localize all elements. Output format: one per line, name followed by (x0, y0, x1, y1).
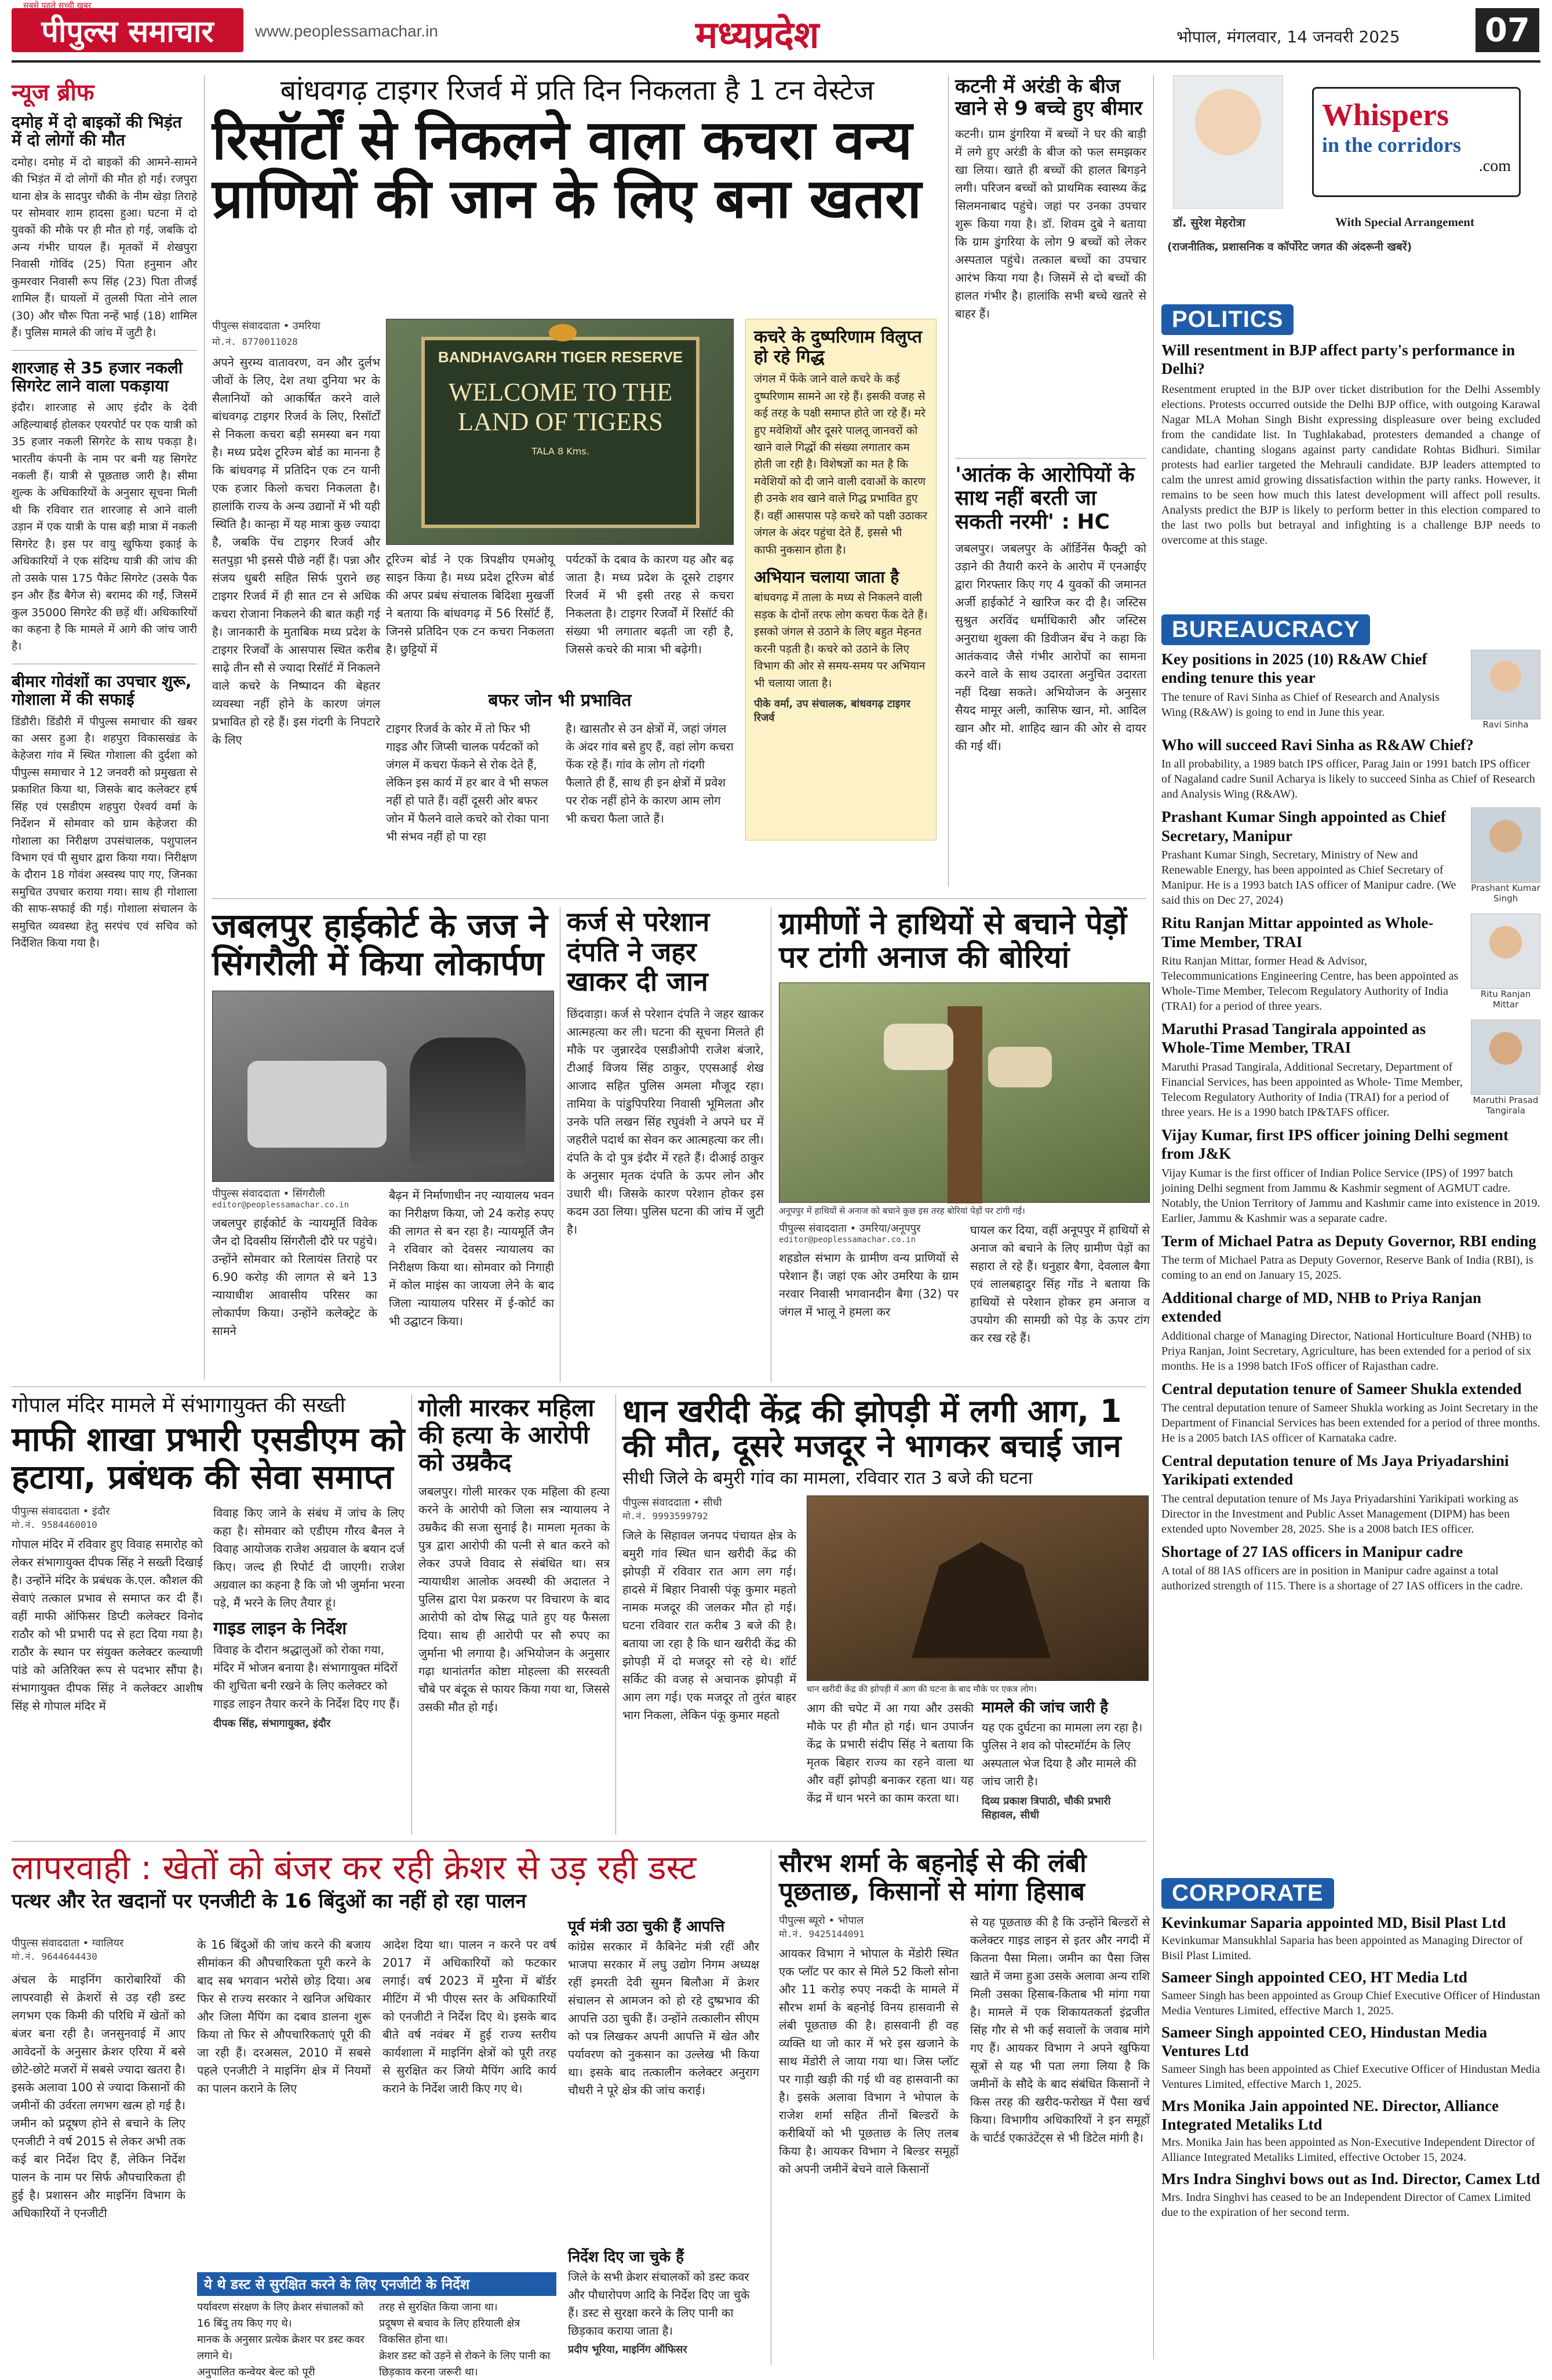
debt-story (567, 907, 764, 1382)
brief-item-1[interactable] (12, 113, 197, 342)
ngt-guidelines (197, 2272, 556, 2378)
guideline-item: मानक के अनुसार प्रत्येक क्रेशर पर डस्ट कवर लगाने थे। (197, 2333, 365, 2362)
guidelines-title: ये थे डस्ट से सुरक्षित करने के लिए एनजीटी के निर्देश (197, 2272, 556, 2296)
dust-col-1: अंचल के माइनिंग कारोबारियों की लापरवाही से क्रेशरों से उड़ रही डस्ट लगभग एक किमी की परिधि में खेतों को बंजर बना रही है। जनसुनवाई में आए आवेदनों के अनुसार क्रेशर एरिया में बसे छोटे-छोटे मजरों में सबसे ज्यादा खतरा है। इसके अलावा 100 से ज्यादा किसानों की जमीनों की उर्वरता लगभग खत्म हो गई है। जमीन को प्रदूषण होने से बचाने के लिए एनजीटी ने वर्ष 2015 से लेकर अभी तक कई बार निर्देश दिए हैं, लेकिन निर्देश पालन के नाम पर सिर्फ औपचारिकता ही हुई है। प्रशासन और माइनिंग विभाग के अधिकारियों ने एनजीटी (12, 1973, 185, 2220)
item-text: The term of Michael Patra as Deputy Governor, Reserve Bank of India (RBI), is coming to an end on January 15, 2025. (1161, 1253, 1533, 1282)
divider (12, 350, 197, 351)
divider (12, 1841, 1146, 1842)
dust-complaint (568, 1919, 759, 2099)
item-heading: Shortage of 27 IAS officers in Manipur cadre (1161, 1542, 1463, 1560)
masthead-logo[interactable] (12, 8, 243, 52)
item-heading: Additional charge of MD, NHB to Priya Ranjan extended (1161, 1289, 1481, 1326)
item-text: Additional charge of Managing Director, National Horticulture Board (NHB) to Priya Ranjan, Joint Secretary, Agriculture, has been extended for a period of six months. He is a 1998 batch IFoS officer of Rajasthan cadre. (1161, 1329, 1532, 1373)
column-rule (411, 1394, 412, 1835)
item-text: The central deputation tenure of Sameer Shukla working as Joint Secretary in the Department of Financial Services has been extended for a period of three months. He is a 2005 batch IAS officer of Karnataka cadre. (1161, 1402, 1540, 1445)
bureaucracy-item[interactable] (1161, 1542, 1540, 1593)
item-text: The central deputation tenure of Ms Jaya Priyadarshini Yarikipati working as Director in the Investment and Public Asset Management (DIPM) has been extended upto November 28, 2025. She is a 2008 batch IES officer. (1161, 1492, 1518, 1535)
brief-item-2[interactable] (12, 359, 197, 656)
corporate-item[interactable] (1161, 2097, 1540, 2166)
brief-item-3[interactable] (12, 672, 197, 952)
lead-col-3: पर्यटकों के दबाव के कारण यह और बढ़ जाता है। मध्य प्रदेश के दूसरे टाइगर रिजर्व में भी इसी तरह से कचरा निकलता है। टाइगर रिजर्वों में रिसॉर्ट की संख्या भी लगातार बढ़ती जा रही है, जिससे कचरे की मात्रा भी बढ़ेगी। (566, 552, 734, 656)
saurabh-headline[interactable]: सौरभ शर्मा के बहनोई से की लंबी पूछताछ, किसानों से मांगा हिसाब (779, 1848, 1087, 1907)
item-text: Mrs. Indra Singhvi has ceased to be an Independent Director of Camex Limited due to the expiration of her second term. (1161, 2190, 1531, 2219)
bureaucracy-item[interactable] (1161, 736, 1540, 802)
guideline-item: प्रदूषण से बचाव के लिए हरियाली क्षेत्र विकसित होना था। (379, 2317, 520, 2346)
item-text: Sameer Singh has been appointed as Group Chief Executive Officer of Hindustan Media Ventures Limited, effective March 1, 2025. (1161, 1989, 1540, 2017)
item-text: Ritu Ranjan Mittar, former Head & Advisor, Telecommunications Engineering Centre, has been appointed as Whole-Time Member, Telecom Regulatory Authority of India (TRAI) for a period of three years. (1161, 954, 1459, 1013)
bureaucracy-item[interactable] (1161, 1451, 1540, 1537)
tiger-emblem-icon (549, 324, 577, 341)
dust-byline-block (12, 1936, 185, 1963)
orders-by: प्रदीप भूरिया, माइनिंग ऑफिसर (568, 2343, 687, 2356)
brief-title: बीमार गोवंशों का उपचार शुरू, गोशाला में की सफाई (12, 671, 192, 709)
castor-title: कटनी में अरंडी के बीज खाने से 9 बच्चे हुए बीमार (955, 75, 1143, 121)
news-brief (12, 75, 197, 1380)
people-shape-icon (410, 1038, 526, 1165)
item-heading: Term of Michael Patra as Deputy Governor, RBI ending (1161, 1232, 1536, 1250)
item-heading: Sameer Singh appointed CEO, HT Media Ltd (1161, 1968, 1467, 1986)
item-text: Maruthi Prasad Tangirala, Additional Secretary, Department of Financial Services, has been appointed as Whole- Time Member, Telecom Regulatory Authority of India (TRAI) for a period of three years. He is a 1990 batch IP&TAFS officer. (1161, 1060, 1463, 1119)
column-rule (615, 1394, 616, 1835)
brief-body: इंदौर। शारजाह से आए इंदौर के देवी अहिल्याबाई होलकर एयरपोर्ट पर एक यात्री को 35 हजार नकली सिगरेट के साथ पकड़ा है। भारतीय कंपनी के नाम पर बनी यह सिगरेट नकली हैं। यात्री से पूछताछ जारी है। सीमा शुल्क के अधिकारियों के अनुसार सूचना मिली थी कि रविवार रात शारजाह से आने वाली उड़ान में एक यात्री के पास बड़ी मात्रा में नकली सिगरेट है। इस पर वायु खुफिया इकाई के अधिकारियों ने एक संदिग्ध यात्री की जांच की तो उसके पास 175 पैकेट सिगरेट (उसके पैक इन और हैंड बैगेज से) बरामद की गईं, जिसमें कुल 35000 सिगरेट की छड़ें थीं। अधिकारियों का कहना है कि मामले में आगे की जांच जारी है। (12, 401, 197, 653)
item-heading: Central deputation tenure of Ms Jaya Priyadarshini Yarikipati extended (1161, 1452, 1509, 1489)
item-text: Kevinkumar Mansukhlal Saparia has been appointed as Managing Director of Bisil Plast Limited. (1161, 1934, 1523, 1963)
officer-photo (1471, 807, 1540, 883)
dust-story (12, 1848, 765, 2378)
fire-story (622, 1394, 1150, 1835)
elephant-story (779, 907, 1150, 1382)
saurabh-col-1: आयकर विभाग ने भोपाल के मेंडोरी स्थित एक प्लॉट पर कार से मिले 52 किलो सोना और 11 करोड़ रुपए नकदी के मामले में सौरभ शर्मा के बहनोई विनय हासवानी से लंबी पूछताछ की है। हासवानी ही वह व्यक्ति था जो कार में भरे इस खजाने के साथ मेंडोरी ले जाया गया था। जिस प्लॉट पर गाड़ी खड़ी की गई थी वह हासवानी का है। इसके अलावा विभाग ने भोपाल के राजेश शर्मा सहित तीनों बिल्डरों के करीबियों को भी पूछताछ के लिए तलब किया है। आयकर विभाग ने बिल्डर समूहों को अपनी जमीनें बेचने वाले किसानों (779, 1946, 959, 2176)
guideline-body: विवाह के दौरान श्रद्धालुओं को रोका गया, मंदिर में भोजन बनाया है। संभागायुक्त मंदिरों की शुचिता बनी रखने के लिए कलेक्टर को गाइड लाइन तैयार करने के निर्देश दिए गए हैं। (213, 1642, 400, 1711)
tiger-reserve-photo[interactable] (386, 319, 734, 545)
column-rule (948, 75, 949, 887)
dust-headline[interactable]: लापरवाही : खेतों को बंजर कर रही क्रेशर से उड़ रही डस्ट (12, 1848, 697, 1887)
divider (12, 1386, 1146, 1387)
elephant-byline: पीपुल्स संवाददाता • उमरिया/अनूपपुर (779, 1222, 921, 1235)
item-text: Vijay Kumar is the first officer of Indian Police Service (IPS) of 1997 batch joining Delhi segment from Jammu & Kashmir segment of AGMUT cadre. Notably, the Union Territory of Jammu and Kashmir came into existence in 2019. Earlier, Jammu & Kashmir was a separate cadre. (1161, 1166, 1540, 1225)
jabalpur-email[interactable]: editor@peoplessamachar.co.in (212, 1200, 349, 1210)
item-text: Mrs. Monika Jain has been appointed as Non-Executive Independent Director of Alliance Integrated Metaliks Limited, effective October 15, 2024. (1161, 2136, 1535, 2164)
vulture-box (745, 319, 937, 840)
corporate-item[interactable] (1161, 2170, 1540, 2219)
guideline-item: तरह से सुरक्षित किया जाना था। (379, 2301, 498, 2313)
politics-section (1161, 304, 1540, 583)
item-heading: Prashant Kumar Singh appointed as Chief Secretary, Manipur (1161, 808, 1446, 845)
corporate-item[interactable] (1161, 2023, 1540, 2092)
murder-story (418, 1394, 610, 1835)
item-heading: Maruthi Prasad Tangirala appointed as Whole-Time Member, TRAI (1161, 1020, 1426, 1057)
photo-caption: Ritu Ranjan Mittar (1480, 989, 1531, 1010)
sdm-mobile: मो.नं. 9584460010 (12, 1519, 97, 1531)
complaint-body: कांग्रेस सरकार में कैबिनेट मंत्री रहीं और भाजपा सरकार में लघु उद्योग निगम अध्यक्ष रहीं इमरती देवी सुमन बिलौआ में क्रेशर संचालन से आमजन को हो रहे दुष्प्रभाव की आपत्ति उठा चुकी हैं। उन्होंने तत्कालीन सीएम को पत्र लिखकर अपनी आपत्ति में खेत और पर्यावरण को नुकसान का उल्लेख भी किया था। इसके बाद तत्कालीन कलेक्टर अनुराग चौधरी ने पूरे क्षेत्र की जांच कराई। (568, 1939, 759, 2098)
dust-byline: पीपुल्स संवाददाता • ग्वालियर (12, 1937, 124, 1949)
saurabh-col-2: से यह पूछताछ की है कि उन्होंने बिल्डरों से कलेक्टर गाइड लाइन से इतर और नगदी में कितना पैसा मिला। जमीन का पैसा जिस खाते में जमा हुआ उसके अलावा अन्य राशि मिली उसका हिसाब-किताब भी मांगा गया है। मामले में एक शिकायतकर्ता इंद्रजीत सिंह गौर से भी कई सवालों के जवाब मांगे गए हैं। आयकर विभाग ने अपने खुफिया सूत्रों से यह भी पता लगा लिया है कि जमीनों के सौदे के बाद संबंधित किसानों ने किस तरह की खरीद-फरोख्त में पैसा खर्च किया। विभागीय अधिकारियों ने इन समूहों के चार्टर्ड एकाउंटेंट्स से भी डिटेल मांगी है। (970, 1915, 1150, 2145)
sign-distance: TALA 8 Kms. (531, 446, 589, 457)
sdm-col-1: गोपाल मंदिर में रविवार हुए विवाह समारोह को लेकर संभागायुक्त दीपक सिंह ने सख्ती दिखाई है। उन्होंने मंदिर के प्रबंधक के.एल. कौशल की सेवाएं तत्काल प्रभाव से समाप्त कर दी हैं। वहीं माफी ऑफिसर डिप्टी कलेक्टर विनोद राठौर को भी प्रभारी पद से हटा दिया गया है। राठौर के स्थान पर संयुक्त कलेक्टर कल्याणी पांडे को अतिरिक्त रूप से पदभार सौंपा है। संभागायुक्त दीपक सिंह ने कलेक्टर आशीष सिंह से गोपाल मंदिर में (12, 1537, 203, 1713)
item-text: Prashant Kumar Singh, Secretary, Ministry of New and Renewable Energy, has been appointed as Chief Secretary of Manipur. He is a 1993 batch IAS officer of Manipur cadre. (We said this on Dec 27, 2024) (1161, 849, 1456, 907)
sdm-byline: पीपुल्स संवाददाता • इंदौर (12, 1505, 110, 1518)
fire-col-1: जिले के सिहावल जनपद पंचायत क्षेत्र के बमुरी गांव स्थित धान खरीदी केंद्र की झोपड़ी में रविवार रात आग लग गई। हादसे में बिहार निवासी पंकू कुमार महतो नामक मजदूर की जलकर मौत हो गई। घटना रविवार रात करीब 3 बजे की है। बताया जा रहा है कि धान खरीदी केंद्र की झोपड़ी में दो मजदूर सो रहे थे। शॉर्ट सर्किट की वजह से अचानक झोपड़ी में आग लग गई। एक मजदूर तो तुरंत बाहर भाग निकला, लेकिन पंकू कुमार महतो (622, 1528, 796, 1722)
guidelines-list-1 (197, 2299, 371, 2380)
corporate-section (1161, 1878, 1540, 2365)
murder-headline[interactable]: गोली मारकर महिला की हत्या के आरोपी को उम्रकैद (418, 1393, 595, 1477)
dust-orders (568, 2249, 759, 2356)
guideline-item: अनुपालित कन्वेयर बेल्ट को पूरी (197, 2366, 315, 2378)
debt-body: छिंदवाड़ा। कर्ज से परेशान दंपति ने जहर खाकर आत्महत्या कर ली। घटना की सूचना मिलते ही मौके पर जुन्नारदेव एसडीओपी राजेश बंजारे, टीआई विजय सिंह ठाकुर, एएसआई शेख आजाद सहित पुलिस अमला मौजूद रहा। तामिया के पांडुपिपरिया निवासी भूमिलता और उनके पति लखन सिंह रघुवंशी ने अपने घर में जहरीले पदार्थ का सेवन कर आत्महत्या कर ली। दंपति के दो पुत्र इंदौर में रहते हैं। दीआई ठाकुर के अनुसार मृतक दंपति के ऊपर लोन और उधारी थी। जिसके कारण परेशान होकर इस कदम उठा लिया। पुलिस घटना की जांच में जुटी है। (567, 1006, 764, 1236)
item-text: The tenure of Ravi Sinha as Chief of Research and Analysis Wing (R&AW) is going to end in June this year. (1161, 690, 1440, 719)
item-heading: Central deputation tenure of Sameer Shukla extended (1161, 1380, 1522, 1398)
photo-caption: Prashant Kumar Singh (1471, 883, 1540, 904)
whispers-logo-title: Whispers (1322, 97, 1449, 132)
whispers-logo-sub: in the corridors (1322, 133, 1461, 157)
item-heading: Kevinkumar Saparia appointed MD, Bisil Plast Ltd (1161, 1914, 1506, 1931)
campaign-title: अभियान चलाया जाता है (754, 567, 899, 587)
probe-by: दिव्य प्रकाश त्रिपाठी, चौकी प्रभारी सिहावल, सीधी (982, 1795, 1111, 1821)
divider (212, 898, 1146, 899)
whispers-tagline: (राजनीतिक, प्रशासनिक व कॉर्पोरेट जगत की अंदरूनी खबरें) (1167, 241, 1412, 253)
sdm-story (12, 1394, 406, 1835)
photo-caption: Ravi Sinha (1482, 719, 1529, 730)
car-shape-icon (247, 1061, 387, 1148)
probe-body: यह एक दुर्घटना का मामला लग रहा है। पुलिस ने शव को पोस्टमॉर्टम के लिए अस्पताल भेज दिया है और मामले की जांच जारी है। (982, 1720, 1143, 1788)
sign-board (421, 337, 700, 528)
jabalpur-byline: पीपुल्स संवाददाता • सिंगरौली (212, 1187, 325, 1200)
elephant-email[interactable]: editor@peoplessamachar.co.in (779, 1235, 916, 1245)
dust-col-2: के 16 बिंदुओं की जांच करने की बजाय सीमांकन की औपचारिकता पूरी करने के बाद सब भगवान भरोसे छोड़ दिया। अब फिर से राज्य सरकार ने खनिज अधिकार और जिला मैपिंग का दबाव डालना शुरू किया तो फिर से औपचारिकताएं पूरी की जा रही हैं। दरअसल, 2010 में सबसे पहले एनजीटी ने माइनिंग क्षेत्र में नियमों का पालन कराने के लिए (197, 1938, 371, 2095)
guideline-item: पर्यावरण संरक्षण के लिए क्रेशर संचालकों को 16 बिंदु तय किए गए थे। (197, 2301, 363, 2330)
masthead-logo-sub: सबसे पहले सच्ची खबर (23, 1, 92, 10)
orders-title: निर्देश दिए जा चुके हैं (568, 2248, 684, 2266)
castor-story[interactable] (955, 75, 1146, 446)
sdm-col-2: विवाह किए जाने के संबंध में जांच के लिए कहा है। सोमवार को एडीएम गौरव बैनल ने विवाह आयोजक राजेश अग्रवाल के बयान दर्ज किए। जल्द ही रिपोर्ट दी जाएगी। राजेश अग्रवाल का कहना है कि जो भी जुर्माना भरना पड़े, मैं भरने के लिए तैयार हूं। (213, 1506, 405, 1610)
masthead (0, 0, 1552, 68)
sign-welcome: WELCOME TO THE LAND OF TIGERS (448, 378, 673, 436)
whispers-logo[interactable] (1312, 87, 1521, 197)
bureaucracy-item[interactable] (1161, 1020, 1540, 1120)
bureaucracy-banner: BUREAUCRACY (1161, 614, 1370, 645)
brief-body: दमोह। दमोह में दो बाइकों की आमने-सामने की भिड़ंत में दो लोगों की मौत हो गई। रजपुरा थाना क्षेत्र के सादपुर चौकी के नीम खेड़ा तिराहे पर सोमवार शाम हादसा हुआ। घटना में दो युवकों की मौके पर ही मौत हो गई, जबकि दो अन्य गंभीर घायल हैं। मृतकों में शेखपुरा निवासी गोविंद (25) पिता हनुमान और कुमरवार निवासी रूप सिंह (23) पिता तीजई शामिल हैं। घायलों में तुलसी पिता नोने लाल (30) और चौरू पिता नन्हें भाई (18) शामिल हैं। पुलिस मामले की जांच में जुटी है। (12, 155, 197, 340)
bureaucracy-item[interactable] (1161, 914, 1540, 1014)
fire-byline: पीपुल्स संवाददाता • सीधी (622, 1496, 722, 1509)
page-number: 07 (1476, 8, 1539, 52)
elephant-photo[interactable] (779, 982, 1150, 1203)
brief-title: शारजाह से 35 हजार नकली सिगरेट लाने वाला पकड़ाया (12, 358, 183, 395)
bureaucracy-item[interactable] (1161, 1126, 1540, 1226)
jabalpur-photo[interactable] (212, 991, 554, 1182)
bureaucracy-section (1161, 614, 1540, 1855)
sdm-headline[interactable]: माफी शाखा प्रभारी एसडीएम को हटाया, प्रबंधक की सेवा समाप्त (12, 1420, 405, 1497)
corporate-banner: CORPORATE (1161, 1878, 1334, 1909)
item-heading: Sameer Singh appointed CEO, Hindustan Media Ventures Ltd (1161, 2023, 1488, 2060)
photo-caption: Maruthi Prasad Tangirala (1473, 1094, 1539, 1116)
corporate-item[interactable] (1161, 1913, 1540, 1963)
item-text: Sameer Singh has been appointed as Chief Executive Officer of Hindustan Media Ventures Limited, effective March 1, 2025. (1161, 2062, 1540, 2091)
fire-mobile: मो.नं. 9993599792 (622, 1510, 708, 1522)
section-title: मध्यप्रदेश (695, 14, 819, 57)
campaign-quote-by: पीके वर्मा, उप संचालक, बांधवगढ़ टाइगर रिजर्व (754, 697, 910, 724)
masthead-url[interactable]: www.peoplessamachar.in (255, 22, 438, 40)
lead-kicker: बांधवगढ़ टाइगर रिजर्व में प्रति दिन निकलता है 1 टन वेस्टेज (280, 74, 875, 107)
fire-photo[interactable] (807, 1495, 1149, 1681)
lead-col-1: अपने सुरम्य वातावरण, वन और दुर्लभ जीवों के लिए, देश तथा दुनिया भर के सैलानियों को आकर्षित करने वाले बांधवगढ़ टाइगर रिजर्व के लिए, रिसॉर्टों से निकला कचरा बड़ी समस्या बन गया है। मध्य प्रदेश टूरिज्म बोर्ड का मानना है कि बांधवगढ़ में प्रतिदिन एक टन यानी एक हजार किलो कचरा निकलता है। हालांकि राज्य के अन्य उद्यानों में भी यही स्थिति है। कान्हा में यह मात्रा कुछ ज्यादा है, जबकि पेंच टाइगर रिजर्व और सतपुड़ा भी इससे पीछे नहीं हैं। पन्ना और संजय धुबरी सहित सिर्फ पुराने छह टाइगर रिजर्व में ही सात टन से अधिक कचरा रोजाना निकलने की बात कही गई है। जानकारी के मुताबिक मध्य प्रदेश के टाइगर रिजर्वों के आसपास स्थित करीब साढ़े तीन सौ से ज्यादा रिसॉर्ट में निकलने वाले कचरे के निष्पादन की बेहतर व्यवस्था नहीं होने के कारण जंगल प्रभावित हो रहे हैं। इस गंदगी के निपटारे के लिए (212, 355, 380, 747)
probe-title: मामले की जांच जारी है (982, 1698, 1109, 1716)
jabalpur-story (212, 907, 554, 1382)
saurabh-story (779, 1849, 1150, 2365)
fire-sub: सीधी जिले के बमुरी गांव का मामला, रविवार रात 3 बजे की घटना (622, 1468, 1033, 1489)
whispers-author: डॉ. सुरेश मेहरोत्रा (1173, 216, 1245, 230)
guideline-item: क्रेशर डस्ट को उड़ने से रोकने के लिए पानी का छिड़काव करना जरूरी था। (379, 2349, 551, 2378)
bureaucracy-item[interactable] (1161, 1232, 1540, 1283)
author-photo (1173, 75, 1283, 209)
item-text: In all probability, a 1989 batch IPS officer, Parag Jain or 1991 batch IPS officer of Nagaland cadre Sunil Acharya is likely to succeed Sinha as Chief of Research and Analysis Wing (R&AW). (1161, 758, 1535, 801)
lead-byline: पीपुल्स संवाददाता • उमरिया (212, 320, 320, 332)
officer-photo (1471, 650, 1540, 719)
officer-photo (1471, 1020, 1540, 1095)
whispers-arrangement: With Special Arrangement (1335, 215, 1474, 229)
vulture-body: जंगल में फेंके जाने वाले कचरे के कई दुष्परिणाम सामने आ रहे हैं। इसकी वजह से कई तरह के पक्षी समाप्त होते जा रहे हैं। मरे हुए मवेशियों और दूसरे पालतू जानवरों को खाने वाले गिद्धों की संख्या लगातार कम होती जा रही है। विशेषज्ञों का मत है कि मवेशियों को दी जाने वाली दवाओं के कारण ही उनके शव खाने वाले गिद्ध प्रभावित हुए हैं। वहीं आसपास पड़े कचरे को पक्षी उठाकर जंगल के अंदर पहुंचा देते हैं, इससे भी काफी नुकसान होता है। (754, 373, 927, 556)
fire-headline[interactable]: धान खरीदी केंद्र की झोपड़ी में लगी आग, 1 की मौत, दूसरे मजदूर ने भागकर बचाई जान (622, 1393, 1122, 1465)
politics-item-text: Resentment erupted in the BJP over ticket distribution for the Delhi Assembly elections. Protests occurred outside the Delhi BJP office, with outgoing Karawal Nagar MLA Mohan Singh Bisht expressing displeasure over being excluded from the candidate list. In Tughlakabad, protesters demanded a change of candidate, chanting slogans against party candidate Rohtas Bidhuri. Similar protests had earlier targeted the Mehrauli candidate. BJP leaders attempted to calm the unrest amid growing dissatisfaction within the party ranks. However, it remains to be seen how much this latest development will affect poll results. Analysts predict the BJP is likely to perform better in this election compared to the last two polls but betrayal and infighting is a challenge BJP needs to overcome at this stage. (1161, 383, 1540, 547)
dust-mobile: मो.नं. 9644644430 (12, 1951, 97, 1962)
dust-col-3: आदेश दिया था। पालन न करने पर वर्ष 2017 में अधिकारियों को फटकार लगाई। वर्ष 2023 में मुरैना में बॉर्डर मीटिंग में भी पीएस स्तर के अधिकारियों को एनजीटी ने निर्देश दिए थे। इसके बाद बीते वर्ष नवंबर में हुई राज्य स्तरीय कार्यशाला में माइनिंग क्षेत्रों को पूरी तरह से सुरक्षित कर जियो मैपिंग आदि कार्य कराने के निर्देश जारी किए गए थे। (382, 1938, 556, 2095)
item-heading: Key positions in 2025 (10) R&AW Chief ending tenure this year (1161, 650, 1427, 687)
lead-headline[interactable]: रिसॉर्टों से निकलने वाला कचरा वन्य प्राणियों की जान के लिए बना खतरा (212, 108, 921, 231)
logo-text: पीपुल्स समाचार (41, 14, 214, 49)
bureaucracy-item[interactable] (1161, 807, 1540, 908)
debt-headline[interactable]: कर्ज से परेशान दंपति ने जहर खाकर दी जान (567, 906, 710, 998)
item-heading: Ritu Ranjan Mittar appointed as Whole-Time Member, TRAI (1161, 914, 1434, 951)
item-heading: Mrs Indra Singhvi bows out as Ind. Director, Camex Ltd (1161, 2170, 1540, 2188)
jabalpur-col-1: जबलपुर हाईकोर्ट के न्यायमूर्ति विवेक जैन दो दिवसीय सिंगरौली दौरे पर पहुंचे। उन्होंने सोमवार को रिलायंस तिराहे पर 6.90 करोड़ की लागत से बने 13 न्यायाधीश आवासीय परिसर का लोकार्पण किया। उन्होंने कलेक्ट्रेट के सामने (212, 1216, 377, 1338)
guidelines-list-2 (379, 2299, 553, 2380)
castor-body: कटनी। ग्राम डुंगरिया में बच्चों ने घर की बाड़ी में लगे हुए अरंडी के बीज को फल समझकर खा लिया। खाते ही बच्चों की हालत बिगड़ने लगी। परिजन बच्चों को प्राथमिक स्वास्थ्य केंद्र सिलमनाबाद पहुंचे। जहां पर उनका उपचार शुरू किया गया है। डॉ. शिवम दुबे ने बताया कि ग्राम डुंगरिया के लोग 9 बच्चों को लेकर अस्पताल पहुंचे। तत्काल बच्चों का उपचार आरंभ किया गया है। जिसमें से दो बच्चों की हालत गंभीर है। हालांकि सभी बच्चे खतरे से बाहर हैं। (955, 127, 1146, 321)
bureaucracy-item[interactable] (1161, 650, 1540, 730)
saurabh-byline: पीपुल्स ब्यूरो • भोपाल (779, 1914, 864, 1927)
brief-title: दमोह में दो बाइकों की भिड़ंत में दो लोगों की मौत (12, 112, 182, 150)
bureaucracy-item[interactable] (1161, 1289, 1540, 1374)
grain-sack-icon (884, 1024, 953, 1070)
guideline-title: गाइड लाइन के निर्देश (213, 1618, 347, 1639)
column-rule (204, 75, 205, 1380)
elephant-col-2: घायल कर दिया, वहीं अनूपपुर में हाथियों से अनाज को बचाने के लिए ग्रामीण पेड़ों का सहारा ले रहे हैं। धनुहार बैगा, देवलाल बैगा एवं लालबहादुर सिंह गोंड ने बताया कि हाथियों से परेशान होकर हम अनाज व उपयोग की सामग्री को पेड़ के ऊपर टांग कर रख रहे हैं। (970, 1223, 1150, 1345)
hc-body: जबलपुर। जबलपुर के ऑर्डिनेंस फैक्ट्री को उड़ाने की तैयारी करने के आरोप में एनआईए द्वारा गिरफ्तार किए गए 4 युवकों की जमानत अर्जी हाईकोर्ट ने खारिज कर दी है। जस्टिस सुश्रुत अरविंद धर्माधिकारी और जस्टिस अनुराधा शुक्ला की डिवीजन बेंच ने कहा कि आतंकवाद जैसे गंभीर आरोपों का सामना करने वाले के साथ उदारता अनुचित उदारता नहीं दिखा सकते। अभियोजन के अनुसार सैयद मामूर अली, कासिफ खान, मो. आदिल खान और मो. शाहिद खान की ओर से दायर की गई थीं। (955, 541, 1146, 753)
masthead-rule (12, 60, 1540, 63)
campaign-body: बांधवगढ़ में ताला के मध्य से निकलने वाली सड़क के दोनों तरफ लोग कचरा फेंक देते हैं। इसको जंगल से उठाने के लिए बहुत मेहनत करनी पड़ती है। कचरे को उठाने के लिए विभाग की ओर से समय-समय पर अभियान भी चलाया जाता है। (754, 591, 928, 690)
item-heading: Mrs Monika Jain appointed NE. Director, Alliance Integrated Metaliks Ltd (1161, 2097, 1499, 2133)
hc-title: 'आतंक के आरोपियों के साथ नहीं बरती जा सकती नरमी' : HC (955, 463, 1135, 534)
whispers-logo-domain: .com (1478, 157, 1511, 175)
item-text: A total of 88 IAS officers are in position in Manipur cadre against a total authorized strength of 115. There is a shortage of 27 IAS officers in the cadre. (1161, 1564, 1523, 1593)
burnt-hut-icon (912, 1542, 1051, 1658)
sdm-kicker: गोपाल मंदिर मामले में संभागायुक्त की सख्ती (12, 1393, 345, 1417)
murder-body: जबलपुर। गोली मारकर एक महिला की हत्या करने के आरोपी को जिला सत्र न्यायालय ने उम्रकैद की सजा सुनाई है। मामला मृतका के पुत्र द्वारा आरोपी की पत्नी से बात करने को लेकर उपजे विवाद से संबंधित था। सत्र न्यायाधीश आलोक अवस्थी की अदालत ने पुलिस द्वारा पेश प्रकरण पर विचारण के बाद आरोपी को दोष सिद्ध पाते हुए यह फैसला दिया। साथ ही आरोपी पर सौ रुपए का जुर्माना भी लगाया है। अभियोजन के अनुसार गढ़ा थानांतर्गत कोष्टा मोहल्ला की सरस्वती चौबे पर बंदूक से फायर किया गया था, जिससे उसकी मौत हो गई। (418, 1484, 610, 1715)
fire-caption: धान खरीदी केंद्र की झोपड़ी में आग की घटना के बाद मौके पर एकत्र लोग। (807, 1683, 1037, 1694)
corporate-item[interactable] (1161, 1968, 1540, 2018)
vulture-title: कचरे के दुष्परिणाम विलुप्त हो रहे गिद्ध (754, 327, 922, 367)
brief-body: डिंडौरी। डिंडौरी में पीपुल्स समाचार की खबर का असर हुआ है। शहपुरा विकासखंड के केहेजरा गांव में स्थित गोशाला की दुर्दशा को पीपुल्स समाचार ने 12 जनवरी को प्रमुखता से प्रकाशित किया था, जिसके बाद कलेक्टर हर्ष सिंह एवं एसडीएम शहपुरा ऐश्वर्य वर्मा के निर्देशन में सोमवार को ग्राम केहेजरा की गोशाला का निरीक्षण उपसंचालक, पशुपालन विभाग एवं पी सुधार द्वारा किया गया। निरीक्षण के दौरान 18 गोवंश अस्वस्थ पाए गए, जिनका समुचित उपचार कराया गया। साथ ही गोशाला की साफ-सफाई की गई। गोशाला संचालन के समुचित व्यवस्था हेतु सरपंच एवं सचिव को निर्देशित किया गया है। (12, 715, 197, 950)
item-heading: Who will succeed Ravi Sinha as R&AW Chief? (1161, 736, 1474, 754)
jabalpur-col-2: बैढ़न में निर्माणाधीन नए न्यायालय भवन का निरीक्षण किया, जो 24 करोड़ रुपए की लागत से बन रहा है। न्यायमूर्ति जैन ने रविवार को देवसर न्यायालय का निरीक्षण किया था। सोमवार को निगाही में कोल माइंस का जायजा लेने के बाद जिला न्यायालय परिसर में ई-कोर्ट का भी उद्घाटन किया। (389, 1188, 554, 1328)
brief-tag: न्यूज ब्रीफ (12, 79, 94, 106)
politics-item-heading[interactable]: Will resentment in BJP affect party's performance in Delhi? (1161, 341, 1515, 378)
fire-col-2: आग की चपेट में आ गया और उसकी मौके पर ही मौत हो गई। धान उपार्जन केंद्र के प्रभारी संदीप सिंह ने बताया कि मृतक बिहार राज्य का रहने वाला था और वहीं झोपड़ी बनाकर रहता था। यह केंद्र में धान भरने का काम करता था। (807, 1701, 974, 1805)
whispers-header (1161, 75, 1540, 284)
sign-title: BANDHAVGARH TIGER RESERVE (438, 348, 683, 366)
guideline-by: दीपक सिंह, संभागायुक्त, इंदौर (213, 1717, 331, 1730)
buffer-zone-title: बफर जोन भी प्रभावित (480, 690, 640, 711)
buffer-col-1: टाइगर रिजर्व के कोर में तो फिर भी गाइड और जिप्सी चालक पर्यटकों को जंगल में कचरा फेंकने से रोक देते हैं, लेकिन इस कार्य में हर बार वे भी सफल नहीं हो पाते हैं। वहीं दूसरी ओर बफर जोन में फैलने वाले कचरे को रोका पाना भी संभव नहीं हो पा रहा (386, 722, 549, 843)
jabalpur-headline[interactable]: जबलपुर हाईकोर्ट के जज ने सिंगरौली में किया लोकार्पण (212, 906, 548, 983)
column-rule (1153, 75, 1154, 2359)
saurabh-mobile: मो.नं. 9425144091 (779, 1928, 865, 1939)
officer-photo (1471, 914, 1540, 989)
masthead-date: भोपाल, मंगलवार, 14 जनवरी 2025 (1176, 27, 1400, 46)
lead-mobile: मो.नं. 8770011028 (212, 336, 298, 347)
politics-banner: POLITICS (1161, 304, 1294, 335)
item-heading: Vijay Kumar, first IPS officer joining Delhi segment from J&K (1161, 1126, 1509, 1163)
orders-body: जिले के सभी क्रेशर संचालकों को डस्ट कवर और पौधारोपण आदि के निर्देश दिए जा चुके हैं। डस्ट से सुरक्षा करने के लिए पानी का छिड़काव कराया जाता है। (568, 2270, 750, 2338)
lead-byline-block (212, 319, 386, 348)
dust-sub: पत्थर और रेत खदानों पर एनजीटी के 16 बिंदुओं का नहीं हो रहा पालन (12, 1889, 526, 1913)
elephant-headline[interactable]: ग्रामीणों ने हाथियों से बचाने पेड़ों पर टांगी अनाज की बोरियां (779, 907, 1127, 976)
complaint-title: पूर्व मंत्री उठा चुकी हैं आपत्ति (568, 1918, 725, 1935)
buffer-zone-sub (386, 691, 734, 711)
hc-story[interactable] (955, 464, 1146, 893)
lead-story (212, 75, 942, 898)
elephant-col-1: शहडोल संभाग के ग्रामीण वन्य प्राणियों से परेशान हैं। जहां एक ओर उमरिया के ग्राम नरवार निवासी भगवानदीन बैगा (32) पर जंगल में भालू ने हमला कर (779, 1251, 959, 1319)
lead-col-2: टूरिज्म बोर्ड ने एक त्रिपक्षीय एमओयू साइन किया है। मध्य प्रदेश टूरिज्म बोर्ड की अपर प्रबंध संचालक बिदिशा मुखर्जी ने बताया कि बांधवगढ़ में 56 रिसॉर्ट हैं, जिनसे प्रतिदिन एक टन कचरा निकलता है। छुट्टियों में (386, 552, 554, 656)
buffer-col-2: है। खासतौर से उन क्षेत्रों में, जहां जंगल के अंदर गांव बसे हुए हैं, वहां लोग कचरा फेंक रहे हैं। गांव के लोग तो गंदगी फैलाते ही हैं, साथ ही इन क्षेत्रों में प्रवेश पर रोक नहीं होने के कारण आम लोग भी कचरा फैला जाते हैं। (566, 722, 734, 825)
grain-sack-icon (988, 1047, 1052, 1087)
bureaucracy-item[interactable] (1161, 1380, 1540, 1446)
elephant-caption: अनूपपुर में हाथियों से अनाज को बचाने कुछ इस तरह बोरियां पेड़ों पर टांगी गई। (779, 1206, 1025, 1217)
